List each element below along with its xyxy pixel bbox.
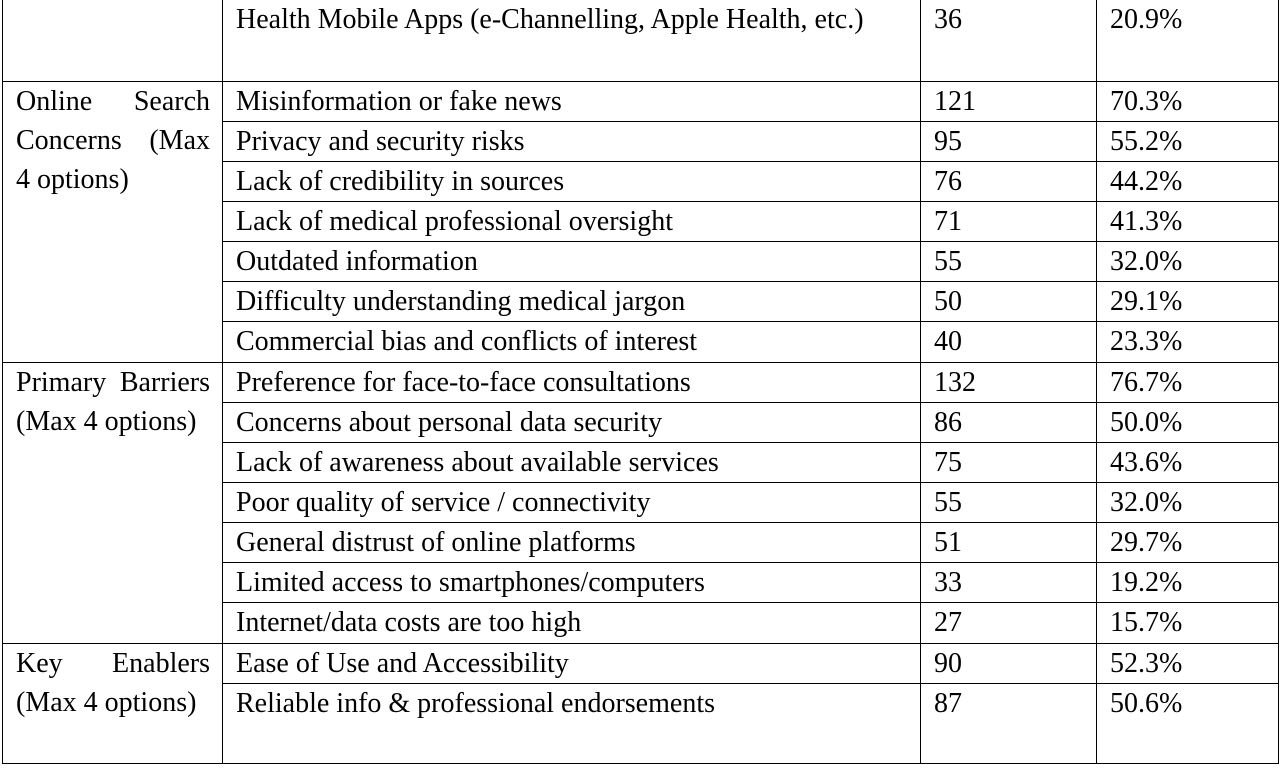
count-value: 50: [934, 285, 962, 317]
percent-cell: [1097, 241, 1279, 281]
survey-results-table: [2, 0, 1279, 764]
percent-value: 43.6%: [1110, 446, 1183, 478]
item-cell: [223, 321, 921, 362]
count-cell: [921, 121, 1097, 161]
item-label: Ease of Use and Accessibility: [236, 647, 569, 679]
count-value: 40: [934, 325, 962, 357]
count-cell: [921, 362, 1097, 402]
item-cell: [223, 161, 921, 201]
count-cell: [921, 321, 1097, 362]
count-value: 33: [934, 566, 962, 598]
count-value: 71: [934, 205, 962, 237]
table-row: [3, 362, 1279, 402]
count-cell: [921, 482, 1097, 522]
count-value: 95: [934, 125, 962, 157]
item-cell: [223, 362, 921, 402]
item-cell: [223, 562, 921, 602]
percent-value: 52.3%: [1110, 647, 1183, 679]
count-cell: [921, 241, 1097, 281]
count-value: 132: [934, 366, 976, 398]
count-value: 36: [934, 4, 962, 35]
item-label: Lack of medical professional oversight: [236, 205, 673, 237]
count-value: 51: [934, 526, 962, 558]
table-row: [3, 81, 1279, 121]
percent-value: 44.2%: [1110, 165, 1183, 197]
item-cell: [223, 482, 921, 522]
percent-value: 70.3%: [1110, 85, 1183, 117]
category-label: Primary Barriers (Max 4 options): [16, 366, 210, 437]
percent-cell: [1097, 81, 1279, 121]
table-row: [3, 643, 1279, 683]
percent-cell: [1097, 683, 1279, 763]
percent-value: 23.3%: [1110, 325, 1183, 357]
item-label: Health Mobile Apps (e-Channelling, Apple Health, etc.): [236, 4, 864, 35]
percent-cell: [1097, 402, 1279, 442]
percent-value: 50.6%: [1110, 687, 1183, 719]
count-value: 55: [934, 245, 962, 277]
percent-cell: [1097, 442, 1279, 482]
item-label: Poor quality of service / connectivity: [236, 486, 651, 518]
item-cell: [223, 0, 921, 81]
percent-value: 55.2%: [1110, 125, 1183, 157]
category-cell-online-search-concerns: [3, 81, 223, 362]
count-value: 76: [934, 165, 962, 197]
count-value: 90: [934, 647, 962, 679]
count-cell: [921, 81, 1097, 121]
item-label: Misinformation or fake news: [236, 85, 562, 117]
percent-cell: [1097, 522, 1279, 562]
item-cell: [223, 522, 921, 562]
item-label: Concerns about personal data security: [236, 406, 663, 438]
item-label: Privacy and security risks: [236, 125, 525, 157]
count-value: 75: [934, 446, 962, 478]
item-label: Lack of credibility in sources: [236, 165, 565, 197]
item-label: Lack of awareness about available services: [236, 446, 719, 478]
table-row: [3, 0, 1279, 81]
item-cell: [223, 121, 921, 161]
percent-value: 29.1%: [1110, 285, 1183, 317]
item-cell: [223, 281, 921, 321]
count-value: 121: [934, 85, 976, 117]
percent-value: 32.0%: [1110, 486, 1183, 518]
item-cell: [223, 81, 921, 121]
percent-cell: [1097, 643, 1279, 683]
percent-cell: [1097, 321, 1279, 362]
count-cell: [921, 602, 1097, 643]
percent-value: 15.7%: [1110, 606, 1183, 638]
category-cell: [3, 0, 223, 81]
count-cell: [921, 281, 1097, 321]
count-cell: [921, 683, 1097, 763]
percent-cell: [1097, 362, 1279, 402]
percent-value: 41.3%: [1110, 205, 1183, 237]
item-label: Reliable info & professional endorsements: [236, 687, 715, 719]
category-cell-primary-barriers: [3, 362, 223, 643]
count-cell: [921, 643, 1097, 683]
count-cell: [921, 522, 1097, 562]
count-value: 87: [934, 687, 962, 719]
percent-cell: [1097, 161, 1279, 201]
percent-value: 76.7%: [1110, 366, 1183, 398]
item-label: Difficulty understanding medical jargon: [236, 285, 686, 317]
percent-value: 29.7%: [1110, 526, 1183, 558]
category-cell-key-enablers: [3, 643, 223, 763]
item-label: General distrust of online platforms: [236, 526, 636, 558]
percent-value: 32.0%: [1110, 245, 1183, 277]
count-cell: [921, 402, 1097, 442]
item-label: Internet/data costs are too high: [236, 606, 582, 638]
percent-value: 19.2%: [1110, 566, 1183, 598]
item-label: Commercial bias and conflicts of interest: [236, 325, 698, 357]
percent-cell: [1097, 562, 1279, 602]
count-cell: [921, 0, 1097, 81]
item-label: Limited access to smartphones/computers: [236, 566, 705, 598]
item-cell: [223, 402, 921, 442]
category-label: Key Enablers (Max 4 options): [16, 647, 210, 718]
percent-value: 50.0%: [1110, 406, 1183, 438]
item-label: Preference for face-to-face consultations: [236, 366, 691, 398]
count-value: 55: [934, 486, 962, 518]
count-cell: [921, 161, 1097, 201]
item-cell: [223, 241, 921, 281]
item-cell: [223, 683, 921, 763]
item-cell: [223, 602, 921, 643]
percent-cell: [1097, 281, 1279, 321]
percent-value: 20.9%: [1110, 4, 1183, 35]
percent-cell: [1097, 121, 1279, 161]
category-label: Online Search Concerns (Max 4 options): [16, 85, 210, 195]
percent-cell: [1097, 0, 1279, 81]
percent-cell: [1097, 482, 1279, 522]
count-cell: [921, 562, 1097, 602]
count-cell: [921, 201, 1097, 241]
percent-cell: [1097, 602, 1279, 643]
count-value: 27: [934, 606, 962, 638]
item-cell: [223, 442, 921, 482]
item-cell: [223, 201, 921, 241]
count-cell: [921, 442, 1097, 482]
item-label: Outdated information: [236, 245, 478, 277]
item-cell: [223, 643, 921, 683]
count-value: 86: [934, 406, 962, 438]
percent-cell: [1097, 201, 1279, 241]
